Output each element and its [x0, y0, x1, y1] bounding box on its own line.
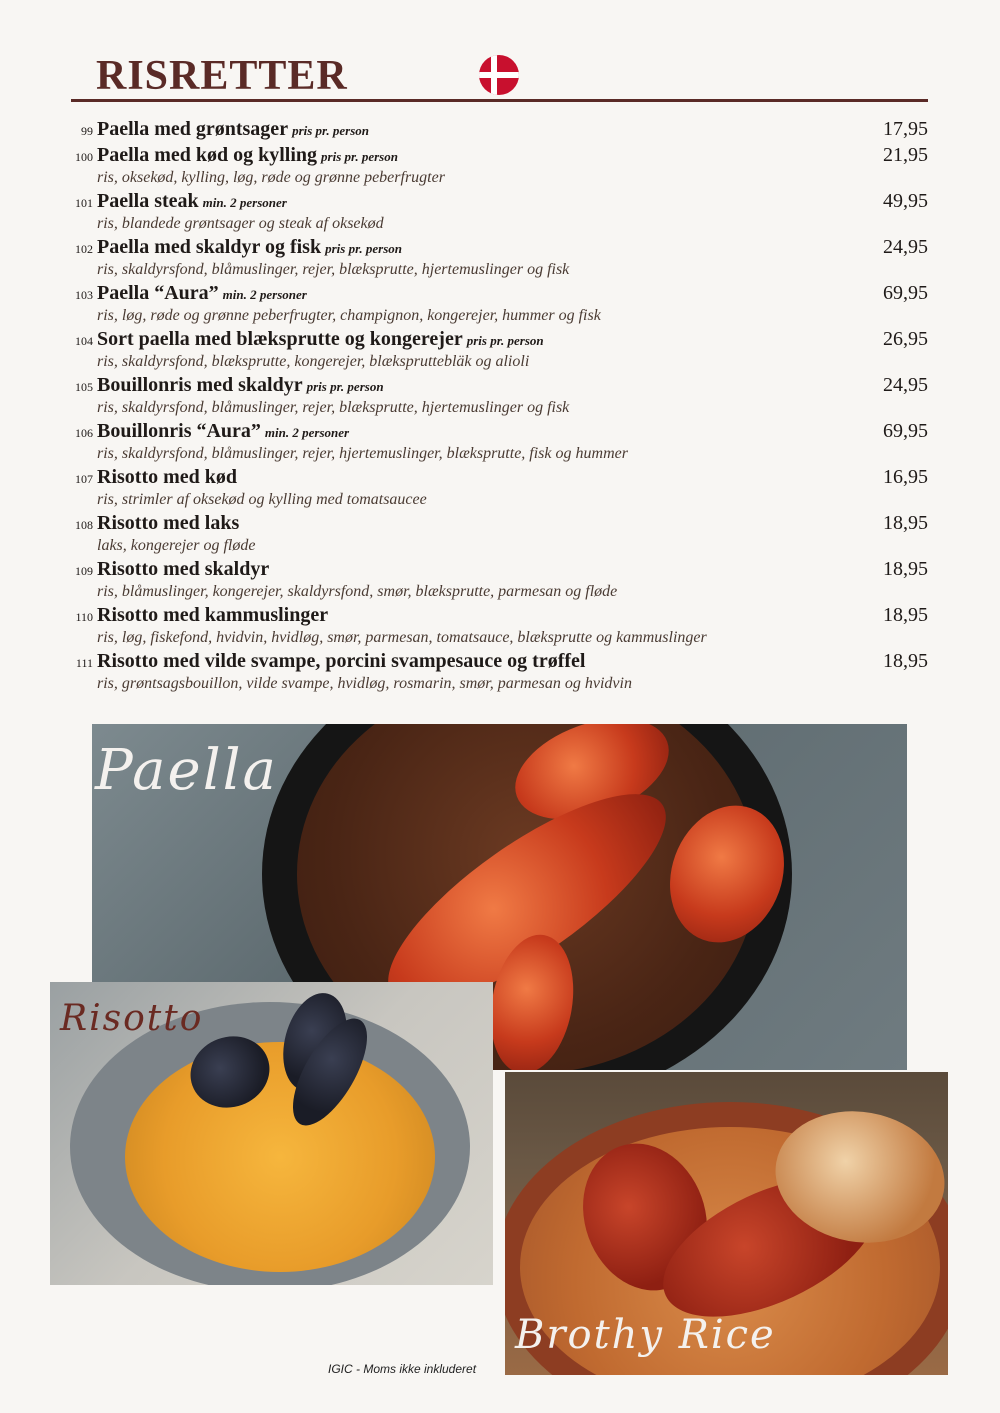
menu-item-price: 18,95: [883, 512, 928, 534]
footer-tax-note: IGIC - Moms ikke inkluderet: [328, 1362, 477, 1376]
menu-item: [70, 556, 930, 602]
menu-item: [70, 280, 930, 326]
menu-item-number: 99: [81, 124, 93, 138]
menu-item-name: Bouillonris “Aura”: [97, 420, 261, 442]
menu-item-number: 110: [75, 610, 93, 624]
menu-item-number: 103: [75, 288, 93, 302]
menu-item-number: 104: [75, 334, 93, 348]
menu-item-description: ris, skaldyrsfond, blåmuslinger, rejer, hjertemuslinger, blæksprutte, fisk og hummer: [97, 445, 628, 462]
menu-item: [70, 188, 930, 234]
menu-item-number: 106: [75, 426, 93, 440]
menu-item-name: Paella med grøntsager: [97, 118, 289, 140]
menu-item-name: Risotto med kammuslinger: [97, 604, 329, 626]
menu-item-note: min. 2 personer: [264, 425, 350, 440]
menu-item-note: pris pr. person: [466, 333, 544, 348]
menu-item-name: Risotto med vilde svampe, porcini svampesauce og trøffel: [97, 650, 586, 672]
title-divider: [71, 99, 928, 102]
menu-item-description: laks, kongerejer og fløde: [97, 537, 256, 554]
menu-item-name: Risotto med kød: [97, 466, 238, 488]
menu-item-name: Paella med kød og kylling: [97, 144, 318, 166]
menu-item-name: Risotto med laks: [97, 512, 240, 534]
menu-item-description: ris, oksekød, kylling, løg, røde og grønne peberfrugter: [97, 169, 445, 186]
menu-item-price: 26,95: [883, 328, 928, 350]
menu-item-price: 24,95: [883, 236, 928, 258]
menu-item: [70, 116, 930, 142]
menu-item-number: 107: [75, 472, 93, 486]
menu-item-number: 109: [75, 564, 93, 578]
menu-item: [70, 142, 930, 188]
menu-item-price: 17,95: [883, 118, 928, 140]
menu-item-number: 111: [75, 656, 93, 670]
menu-item: [70, 326, 930, 372]
menu-item-price: 24,95: [883, 374, 928, 396]
denmark-flag-icon[interactable]: [479, 55, 519, 95]
menu-item-price: 16,95: [883, 466, 928, 488]
menu-item-description: ris, løg, fiskefond, hvidvin, hvidløg, smør, parmesan, tomatsauce, blæksprutte og kammuslinger: [97, 629, 707, 646]
menu-item-name: Paella “Aura”: [97, 282, 219, 304]
menu-item: [70, 602, 930, 648]
menu-item-name: Bouillonris med skaldyr: [97, 374, 303, 396]
menu-item-number: 108: [75, 518, 93, 532]
menu-item-description: ris, skaldyrsfond, blåmuslinger, rejer, blæksprutte, hjertemuslinger og fisk: [97, 261, 570, 278]
menu-item-description: ris, løg, røde og grønne peberfrugter, champignon, kongerejer, hummer og fisk: [97, 307, 601, 324]
menu-item-price: 18,95: [883, 604, 928, 626]
menu-item-price: 69,95: [883, 282, 928, 304]
menu-item-number: 101: [75, 196, 93, 210]
menu-item-note: pris pr. person: [321, 149, 398, 164]
menu-item-description: ris, skaldyrsfond, blåmuslinger, rejer, blæksprutte, hjertemuslinger og fisk: [97, 399, 570, 416]
menu-item-name: Sort paella med blæksprutte og kongerejer: [97, 328, 463, 350]
menu-item-note: min. 2 personer: [222, 287, 307, 302]
menu-item-description: ris, grøntsagsbouillon, vilde svampe, hvidløg, rosmarin, smør, parmesan og hvidvin: [97, 675, 632, 692]
menu-list: [70, 116, 930, 694]
menu-item-name: Paella med skaldyr og fisk: [97, 236, 322, 258]
menu-item-price: 49,95: [883, 190, 928, 212]
menu-item: [70, 510, 930, 556]
paella-label: Paella: [95, 738, 278, 803]
menu-item-description: ris, blandede grøntsager og steak af oksekød: [97, 215, 384, 232]
menu-item-description: ris, skaldyrsfond, blæksprutte, kongerejer, blækspruttebläk og alioli: [97, 353, 530, 370]
menu-item-name: Risotto med skaldyr: [97, 558, 270, 580]
menu-item: [70, 464, 930, 510]
menu-item: [70, 234, 930, 280]
page-title: RISRETTER: [96, 53, 348, 99]
menu-item-price: 18,95: [883, 650, 928, 672]
menu-item-note: pris pr. person: [292, 123, 370, 138]
menu-item-note: pris pr. person: [325, 241, 403, 256]
risotto-label: Risotto: [60, 998, 204, 1039]
menu-item-description: ris, blåmuslinger, kongerejer, skaldyrsfond, smør, blæksprutte, parmesan og fløde: [97, 583, 618, 600]
menu-item-number: 102: [75, 242, 93, 256]
menu-item-price: 69,95: [883, 420, 928, 442]
menu-item-price: 21,95: [883, 144, 928, 166]
menu-item: [70, 418, 930, 464]
brothy-rice-label: Brothy Rice: [515, 1312, 776, 1358]
menu-item-name: Paella steak: [97, 190, 199, 212]
menu-item-description: ris, strimler af oksekød og kylling med tomatsaucee: [97, 491, 427, 508]
menu-item-number: 105: [75, 380, 93, 394]
menu-item-note: pris pr. person: [306, 379, 384, 394]
menu-item-price: 18,95: [883, 558, 928, 580]
menu-item: [70, 648, 930, 694]
menu-item-note: min. 2 personer: [202, 195, 287, 210]
menu-item: [70, 372, 930, 418]
menu-item-number: 100: [75, 150, 93, 164]
